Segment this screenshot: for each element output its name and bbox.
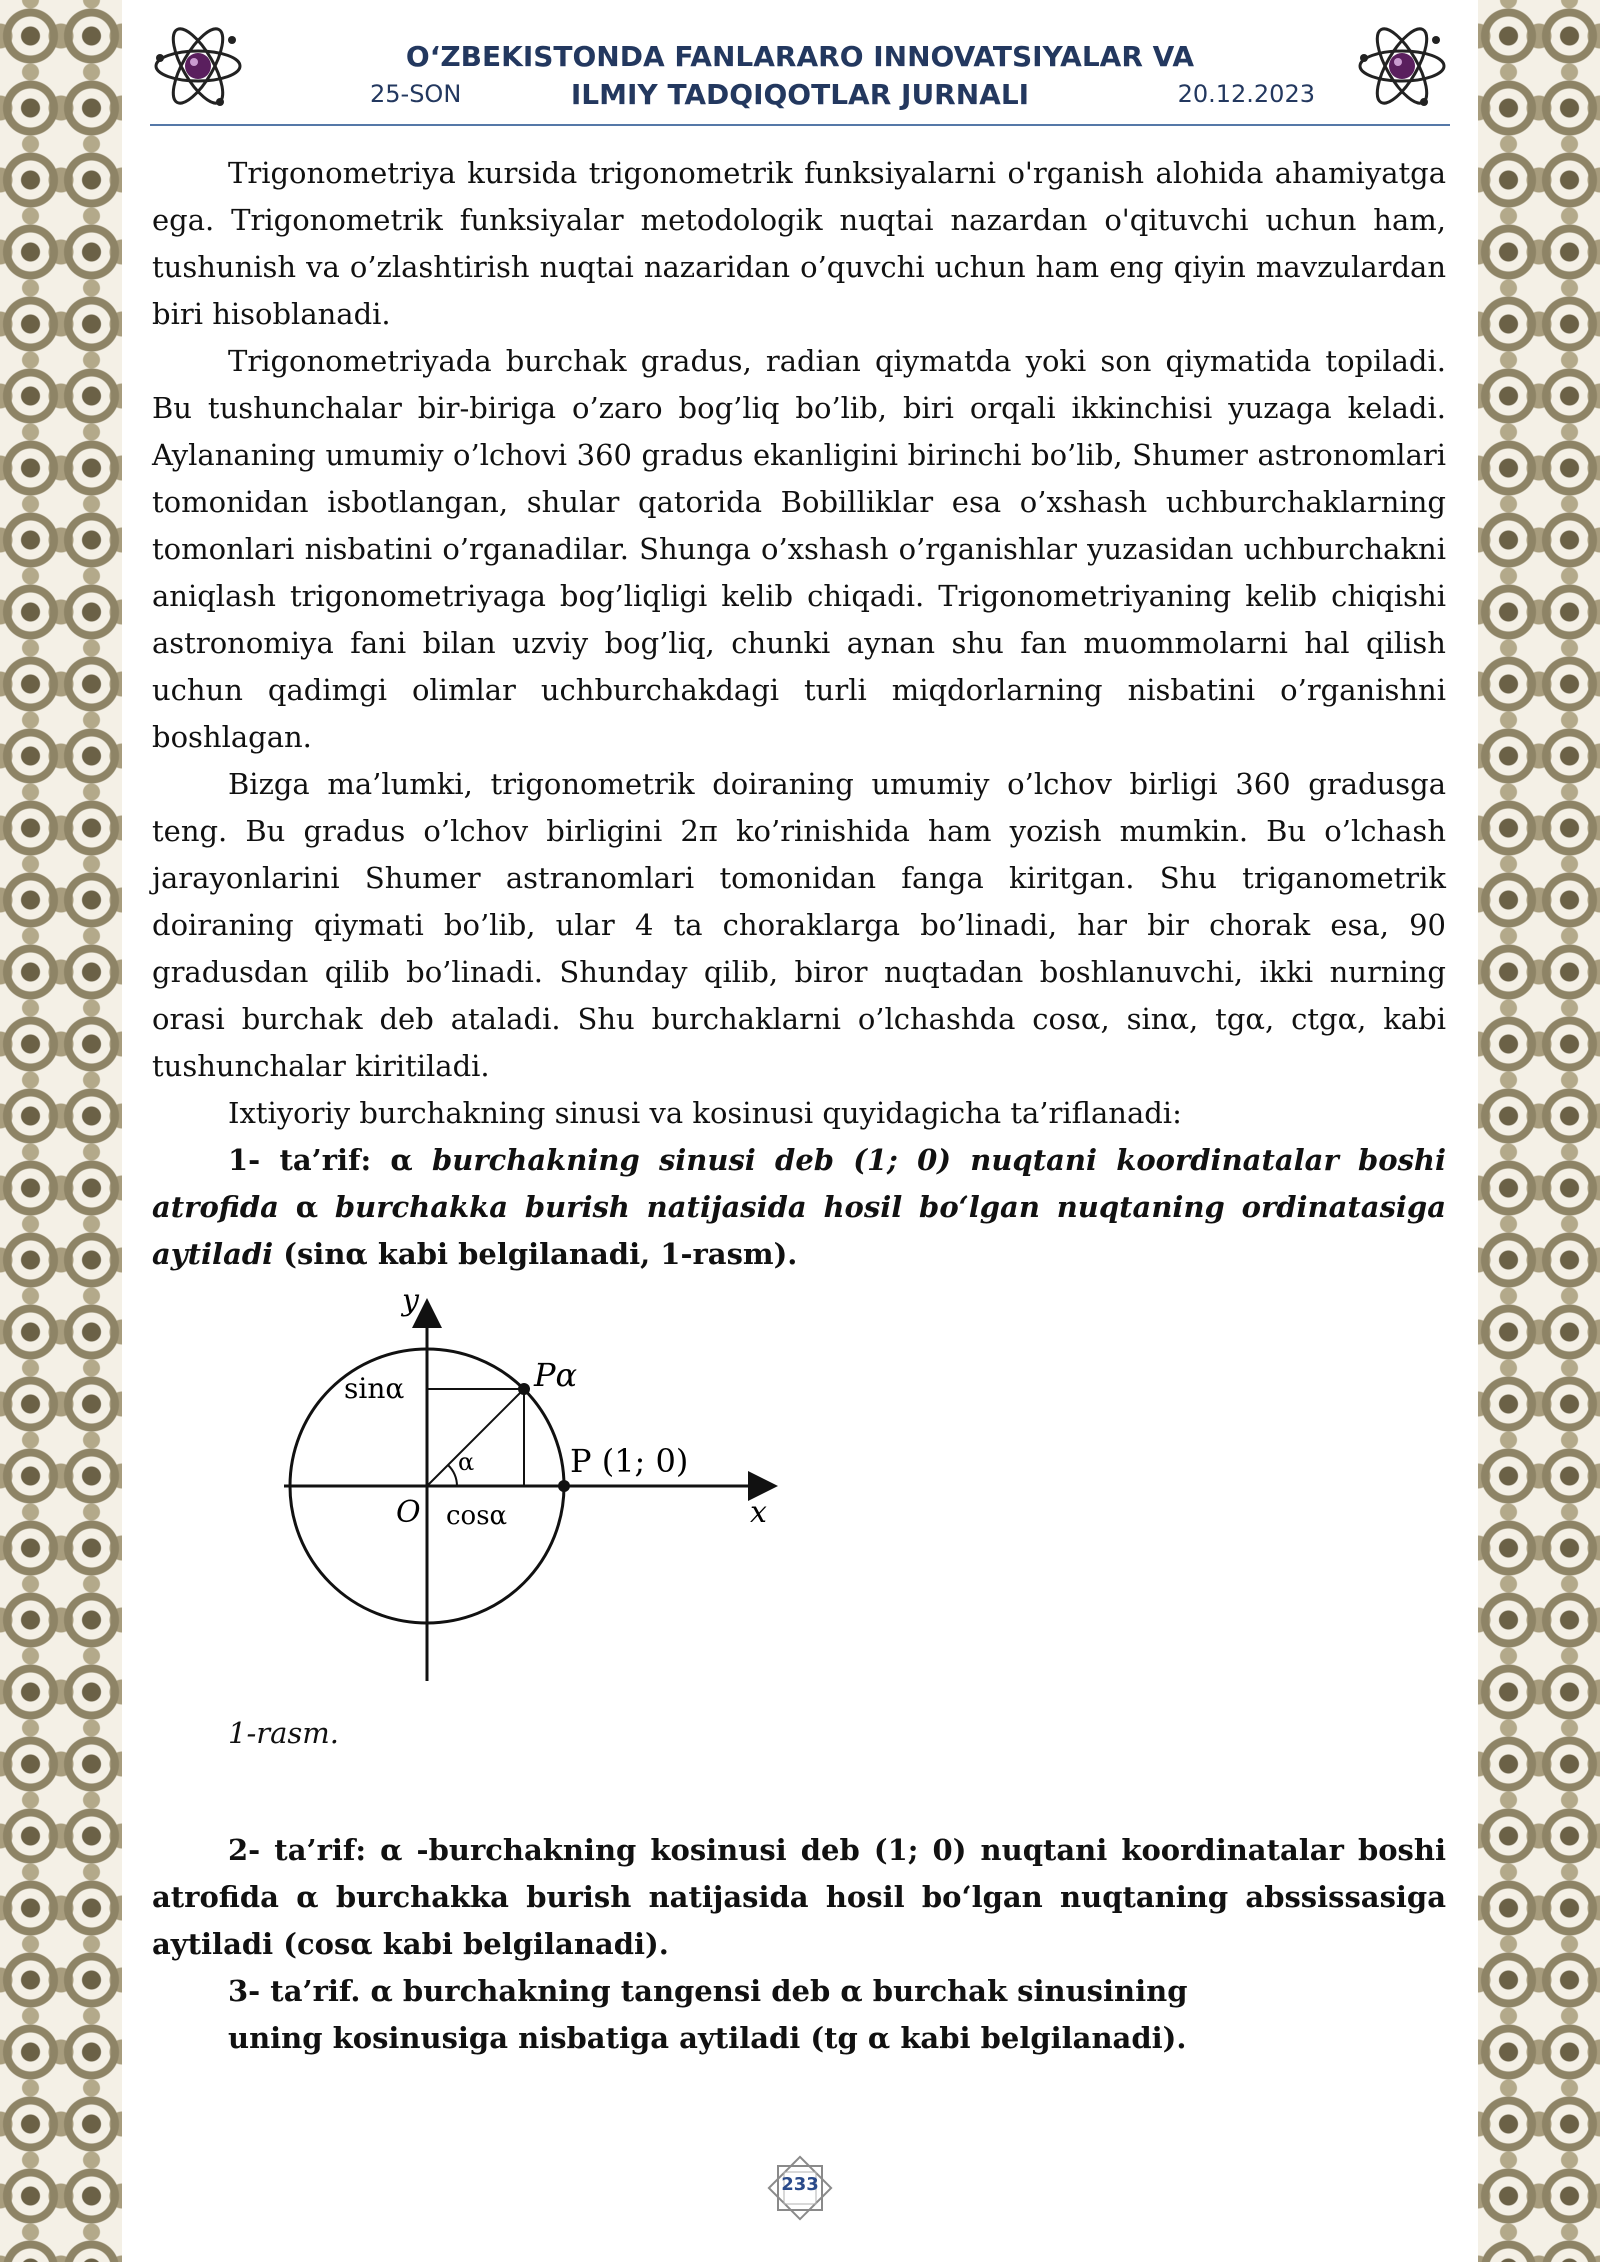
definition-1-tail: (sinα kabi belgilanadi, 1-rasm). [273, 1237, 798, 1271]
definition-3-line-2: uning kosinusiga nisbatiga aytiladi (tg α kabi belgilanadi). [228, 2021, 1187, 2055]
issue-date: 20.12.2023 [1177, 80, 1315, 108]
atom-logo-icon [1354, 18, 1450, 114]
definition-1-lead: 1- ta’rif: α [228, 1143, 432, 1177]
header-rule [150, 124, 1450, 126]
article-body [152, 150, 1446, 2062]
definition-3-line-1: 3- ta’rif. α burchakning tangensi deb α burchak sinusining [228, 1974, 1188, 2008]
journal-title-line1: O‘ZBEKISTONDA FANLARARO INNOVATSIYALAR VA [405, 40, 1195, 73]
atom-logo-icon [150, 18, 246, 114]
definition-1-italic-1: burchakning sinusi deb (1; 0) nuqtani koordinatalar boshi atrofida [152, 1143, 1446, 1224]
figure-caption: 1-rasm. [228, 1716, 340, 1750]
y-axis-label: y [402, 1286, 419, 1318]
unit-circle-figure [152, 1286, 1446, 1706]
p10-label: P (1; 0) [570, 1442, 689, 1480]
page-header [150, 18, 1450, 126]
angle-arc [448, 1465, 457, 1486]
radius-line [427, 1389, 524, 1486]
decorative-border-right [1478, 0, 1600, 2262]
journal-title-line2: ILMIY TADQIQOTLAR JURNALI [570, 78, 1030, 111]
origin-label: O [396, 1495, 421, 1530]
point-p-alpha [518, 1383, 530, 1395]
alpha-label: α [458, 1448, 475, 1476]
paragraph-2: Trigonometriyada burchak gradus, radian qiymatda yoki son qiymatida topiladi. Bu tushunchalar bir-biriga o’zaro bog’liq bo’lib, biri orqali ikkinchisi yuzaga keladi. Aylananing umumiy o’lchovi 360 gradus ekanligini birinchi bo’lib, Shumer astronomlari tomonidan isbotlangan, shular qatorida Bobilliklar esa o’xshash uchburchaklarning tomonlari nisbatini o’rganadilar. Shunga o’xshash o’rganishlar yuzasidan uchburchakni aniqlash trigonometriyaga bog’liqligi kelib chiqadi. Trigonometriyaning kelib chiqishi astronomiya fani bilan uzviy bog’liq, chunki aynan shu fan muommolarni hal qilish uchun qadimgi olimlar uchburchakdagi turli miqdorlarning nisbatini o’rganishni boshlagan. [152, 344, 1446, 754]
definition-1-alpha: α [278, 1190, 335, 1224]
paragraph-4: Ixtiyoriy burchakning sinusi va kosinusi quyidagicha ta’riflanadi: [228, 1096, 1182, 1130]
issue-number: 25-SON [370, 80, 462, 108]
definition-1 [152, 1137, 1446, 1278]
definition-2: 2- ta’rif: α -burchakning kosinusi deb (1; 0) nuqtani koordinatalar boshi atrofida α burchakka burish natijasida hosil bo‘lgan nuqtaning abssissasiga aytiladi (cosα kabi belgilanadi). [152, 1833, 1446, 1961]
decorative-border-left [0, 0, 122, 2262]
p-alpha-label: Pα [534, 1356, 578, 1394]
page-number: 233 [781, 2174, 819, 2195]
page-number-badge [762, 2150, 838, 2226]
cos-label: cosα [446, 1501, 508, 1531]
x-axis-label: x [750, 1495, 767, 1530]
unit-circle-diagram [262, 1286, 782, 1696]
definition-1-italic-2: burchakka burish natijasida hosil bo‘lgan nuqtaning ordinatasiga aytiladi [152, 1190, 1446, 1271]
paragraph-1: Trigonometriya kursida trigonometrik funksiyalarni o'rganish alohida ahamiyatga ega. Trigonometrik funksiyalar metodologik nuqtai nazardan o'qituvchi uchun ham, tushunish va o’zlashtirish nuqtai nazaridan o’quvchi uchun ham eng qiyin mavzulardan biri hisoblanadi. [152, 156, 1446, 331]
point-p10 [558, 1480, 570, 1492]
sin-label: sinα [344, 1372, 405, 1405]
paragraph-3: Bizga ma’lumki, trigonometrik doiraning umumiy o’lchov birligi 360 gradusga teng. Bu gradus o’lchov birligini 2π ko’rinishida ham yozish mumkin. Bu o’lchash jarayonlarini Shumer astranomlari tomonidan fanga kiritgan. Shu triganometrik doiraning qiymati bo’lib, ular 4 ta choraklarga bo’linadi, har bir chorak esa, 90 gradusdan qilib bo’linadi. Shunday qilib, biror nuqtadan boshlanuvchi, ikki nurning orasi burchak deb ataladi. Shu burchaklarni o’lchashda cosα, sinα, tgα, ctgα, kabi tushunchalar kiritiladi. [152, 767, 1446, 1083]
